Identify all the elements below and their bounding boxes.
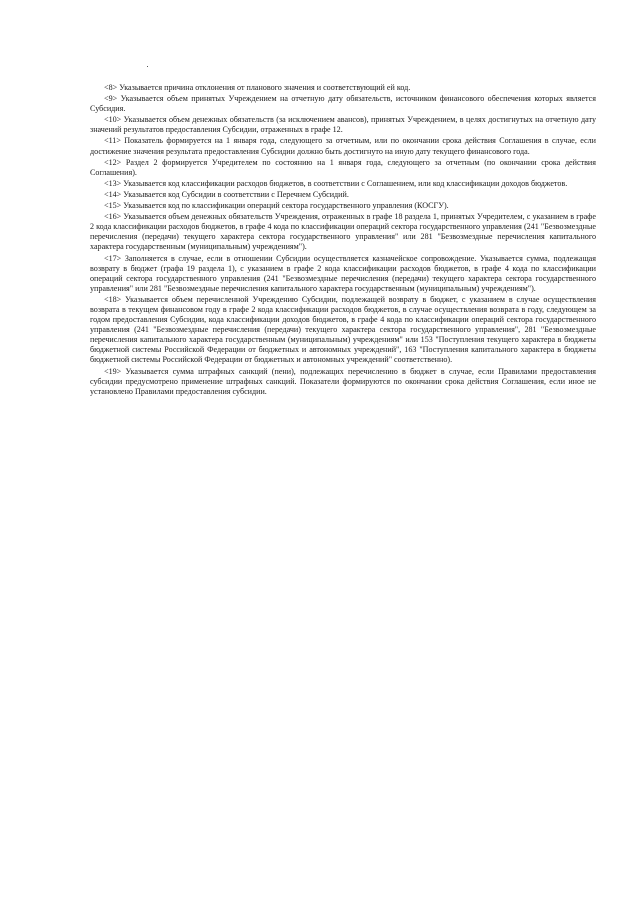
footnote-13: <13> Указывается код классификации расходов бюджетов, в соответствии с Соглашением, или код классификации доходов бюджетов. bbox=[104, 178, 568, 188]
footnote-12: <12> Раздел 2 формируется Учредителем по состоянию на 1 января года, следующего за отчетным (по окончании срока действия Соглашения). bbox=[90, 157, 596, 177]
footnote-9: <9> Указывается объем принятых Учреждением на отчетную дату обязательств, источником финансового обеспечения которых является Субсидия. bbox=[90, 94, 596, 114]
footnotes-block bbox=[90, 83, 596, 398]
footnote-15: <15> Указывается код по классификации операций сектора государственного управления (КОСГУ). bbox=[104, 201, 449, 211]
footnote-17: <17> Заполняется в случае, если в отношении Субсидии осуществляется казначейское сопровождение. Указывается сумма, подлежащая возврату в бюджет (графа 19 раздела 1), с указанием в графе 2 кода классификации расходов бюджетов, в графе 4 кода по классификации операций сектора государственного управления (241 "Безвозмездные перечисления (передачи) текущего характера сектора государственного управления" или 281 "Безвозмездные перечисления капитального характера государственным (муниципальным) учреждениям"). bbox=[90, 253, 596, 293]
footnote-11: <11> Показатель формируется на 1 января года, следующего за отчетным, или по окончании срока действия Соглашения в случае, если достижение значения результата предоставления Субсидии должно быть достигнуто на иную дату текущего финансового года. bbox=[90, 136, 596, 156]
footnote-19: <19> Указывается сумма штрафных санкций (пени), подлежащих перечислению в бюджет в случае, если Правилами предоставления субсидии предусмотрено применение штрафных санкций. Показатели формируются по окончании срока действия Соглашения, если иное не установлено Правилами предоставления субсидии. bbox=[90, 366, 596, 396]
scan-dot bbox=[147, 66, 148, 67]
footnote-18: <18> Указывается объем перечисленной Учреждению Субсидии, подлежащей возврату в бюджет, с указанием в случае осуществления возврата в текущем финансовом году в графе 2 кода классификации расходов бюджетов, в случае осуществления возврата в году, следующем за годом предоставления Субсидии, кода классификации доходов бюджетов, в графе 4 кода по классификации операций сектора государственного управления (241 "Безвозмездные перечисления (передачи) текущего характера сектора государственного управления", 281 "Безвозмездные перечисления капитального характера государственным (муниципальным) учреждениям" или 153 "Поступления текущего характера в бюджеты бюджетной системы Российской Федерации от бюджетных и автономных учреждений", 163 "Поступления капитального характера в бюджеты бюджетной системы Российской Федерации от бюджетных и автономных учреждений" соответственно). bbox=[90, 294, 596, 365]
footnote-14: <14> Указывается код Субсидии в соответствии с Перечнем Субсидий. bbox=[104, 189, 349, 199]
footnote-8: <8> Указывается причина отклонения от планового значения и соответствующий ей код. bbox=[104, 83, 411, 92]
footnote-10: <10> Указывается объем денежных обязательств (за исключением авансов), принятых Учреждением, в целях достигнутых на отчетную дату значений результатов предоставления Субсидии, отраженных в графе 12. bbox=[90, 115, 596, 135]
footnote-16: <16> Указывается объем денежных обязательств Учреждения, отраженных в графе 18 раздела 1, принятых Учредителем, с указанием в графе 2 кода классификации расходов бюджетов, в графе 4 кода по классификации операций сектора государственного управления (241 "Безвозмездные перечисления (передачи) текущего характера сектора государственного управления" или 281 "Безвозмездные перечисления капитального характера государственным (муниципальным) учреждениям"). bbox=[90, 212, 596, 252]
